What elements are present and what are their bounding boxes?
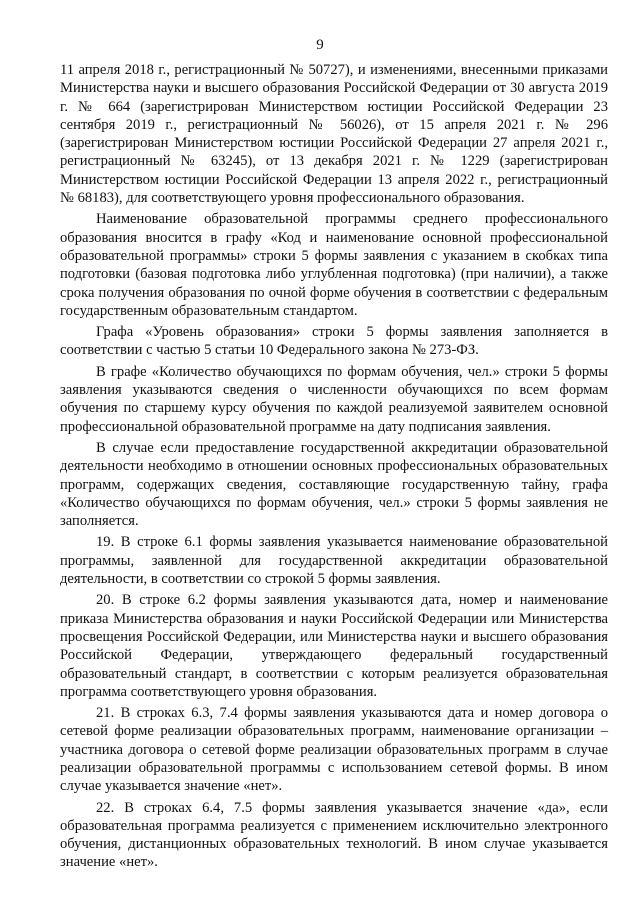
document-body: [60, 61, 608, 875]
paragraph-education-level: Графа «Уровень образования» строки 5 формы заявления заполняется в соответствии с частью 5 статьи 10 Федерального закона № 273-ФЗ.: [60, 324, 608, 359]
paragraph-student-count: В графе «Количество обучающихся по формам обучения, чел.» строки 5 формы заявления указываются сведения о численности обучающихся по всем формам обучения по старшему курсу обучения по каждой реализуемой заявителем основной профессиональной образовательной программе на дату подписания заявления.: [60, 363, 608, 435]
paragraph-state-secret: В случае если предоставление государственной аккредитации образовательной деятельности необходимо в отношении основных профессиональных образовательных программ, содержащих сведения, составляющие государственную тайну, графа «Количество обучающихся по формам обучения, чел.» строки 5 формы заявления не заполняется.: [60, 439, 608, 530]
paragraph-continuation: 11 апреля 2018 г., регистрационный № 50727), и изменениями, внесенными приказами Министерства науки и высшего образования Российской Федерации от 30 августа 2019 г. № 664 (зарегистрирован Министерством юстиции Российской Федерации 23 сентября 2019 г., регистрационный № 56026), от 15 апреля 2021 г. № 296 (зарегистрирован Министерством юстиции Российской Федерации 27 апреля 2021 г., регистрационный № 63245), от 13 декабря 2021 г. № 1229 (зарегистрирован Министерством юстиции Российской Федерации 13 апреля 2022 г., регистрационный № 68183), для соответствующего уровня профессионального образования.: [60, 62, 608, 207]
paragraph-item-20: 20. В строке 6.2 формы заявления указываются дата, номер и наименование приказа Министерства образования и науки Российской Федерации или Министерства просвещения Российской Федерации, или Министерства науки и высшего образования Российской Федерации, утверждающего федеральный государственный образовательный стандарт, в соответствии с которым реализуется образовательная программа соответствующего уровня образования.: [60, 592, 608, 700]
paragraph-item-21: 21. В строках 6.3, 7.4 формы заявления указываются дата и номер договора о сетевой форме реализации образовательных программ, наименование организации – участника договора о сетевой форме реализации образовательных программ в случае реализации образовательной программы с использованием сетевой формы. В ином случае указывается значение «нет».: [60, 705, 608, 795]
paragraph-item-19: 19. В строке 6.1 формы заявления указывается наименование образовательной программы, заявленной для государственной аккредитации образовательной деятельности, в соответствии со строкой 5 формы заявления.: [60, 534, 608, 588]
paragraph-program-name: Наименование образовательной программы среднего профессионального образования вносится в графу «Код и наименование основной профессиональной образовательной программы» строки 5 формы заявления с указанием в скобках типа подготовки (базовая подготовка либо углубленная подготовка) (при наличии), а также срока получения образования по очной форме обучения в соответствии с федеральным государственным образовательным стандартом.: [60, 211, 608, 319]
paragraph-item-22: 22. В строках 6.4, 7.5 формы заявления указывается значение «да», если образовательная программа реализуется с применением исключительно электронного обучения, дистанционных образовательных технологий. В ином случае указывается значение «нет».: [60, 799, 608, 871]
page-number: 9: [316, 37, 324, 53]
